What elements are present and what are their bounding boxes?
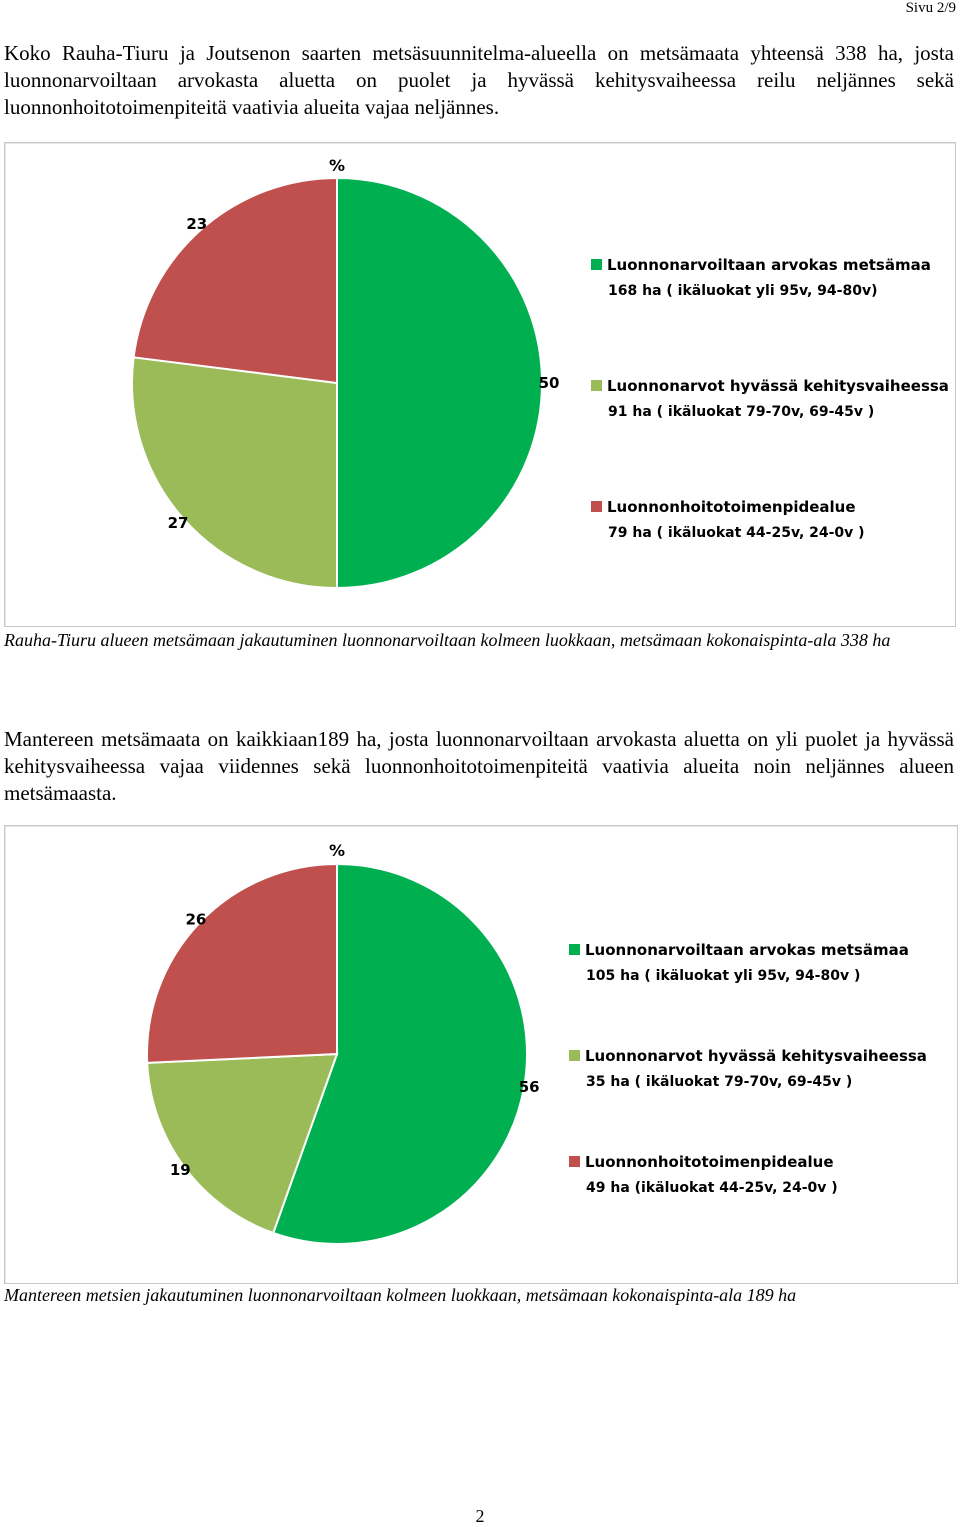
chart-1-title: % (328, 156, 346, 175)
chart-1-legend-title-3: Luonnonhoitotoimenpidealue (607, 498, 856, 516)
chart-2-legend-title-2: Luonnonarvot hyvässä kehitysvaiheessa (585, 1047, 927, 1065)
chart-2-caption: Mantereen metsien jakautuminen luonnonarvoiltaan kolmeen luokkaan, metsämaan kokonaispinta-ala 189 ha (4, 1285, 797, 1305)
chart-2-legend-sub-3: 49 ha (ikäluokat 44-25v, 24-0v ) (586, 1180, 838, 1196)
chart-1-frame (4, 142, 956, 627)
chart-2-legend-title-3: Luonnonhoitotoimenpidealue (585, 1153, 834, 1171)
chart-1-legend-swatch-2 (591, 380, 602, 391)
chart-1-legend-sub-1: 168 ha ( ikäluokat yli 95v, 94-80v) (608, 283, 878, 299)
chart-2-frame (4, 825, 958, 1284)
chart-1-legend-sub-3: 79 ha ( ikäluokat 44-25v, 24-0v ) (608, 525, 865, 541)
page-number: 2 (475, 1506, 485, 1526)
chart-2-slice-3 (147, 864, 337, 1063)
chart-1-legend-title-1: Luonnonarvoiltaan arvokas metsämaa (607, 256, 931, 274)
page-header-label: Sivu 2/9 (905, 0, 956, 16)
chart-2-legend-swatch-3 (569, 1156, 580, 1167)
chart-2-legend-sub-1: 105 ha ( ikäluokat yli 95v, 94-80v ) (586, 968, 861, 984)
chart-2-data-label-3: 26 (185, 910, 207, 929)
chart-1-data-label-2: 27 (167, 514, 189, 533)
chart-1-data-label-1: 50 (538, 374, 560, 392)
chart-1-slice-3 (134, 178, 337, 383)
chart-1-data-label-3: 23 (186, 215, 208, 233)
chart-1-slice-1 (337, 178, 542, 588)
chart-2-legend-sub-2: 35 ha ( ikäluokat 79-70v, 69-45v ) (586, 1074, 853, 1090)
chart-2-title: % (328, 841, 346, 860)
chart-1-slice-2 (132, 357, 337, 588)
chart-2-legend-title-1: Luonnonarvoiltaan arvokas metsämaa (585, 941, 909, 959)
chart-1-caption: Rauha-Tiuru alueen metsämaan jakautuminen luonnonarvoiltaan kolmeen luokkaan, metsämaan kokonaispinta-ala 338 ha (4, 630, 891, 650)
chart-2-pie (5, 826, 957, 1283)
chart-2-data-label-1: 56 (518, 1078, 540, 1097)
chart-2-legend-swatch-1 (569, 944, 580, 955)
chart-1-legend-swatch-1 (591, 259, 602, 270)
chart-1-legend-swatch-3 (591, 501, 602, 512)
mid-paragraph: Mantereen metsämaata on kaikkiaan189 ha, josta luonnonarvoiltaan arvokasta aluetta on yli puolet ja hyvässä kehitysvaiheessa vajaa viidennes sekä luonnonhoitotoimenpiteitä vaativia alueita noin neljännes alueen metsämaasta. (4, 727, 954, 805)
intro-paragraph: Koko Rauha-Tiuru ja Joutsenon saarten metsäsuunnitelma-alueella on metsämaata yhteensä 338 ha, josta luonnonarvoiltaan arvokasta aluetta on puolet ja hyvässä kehitysvaiheessa reilu neljännes sekä luonnonhoitotoimenpiteitä vaativia alueita vajaa neljännes. (4, 41, 954, 119)
chart-1-legend-title-2: Luonnonarvot hyvässä kehitysvaiheessa (607, 377, 949, 395)
chart-2-legend-swatch-2 (569, 1050, 580, 1061)
chart-2-data-label-2: 19 (169, 1161, 191, 1180)
chart-1-legend-sub-2: 91 ha ( ikäluokat 79-70v, 69-45v ) (608, 404, 875, 420)
chart-1-pie (5, 143, 955, 626)
